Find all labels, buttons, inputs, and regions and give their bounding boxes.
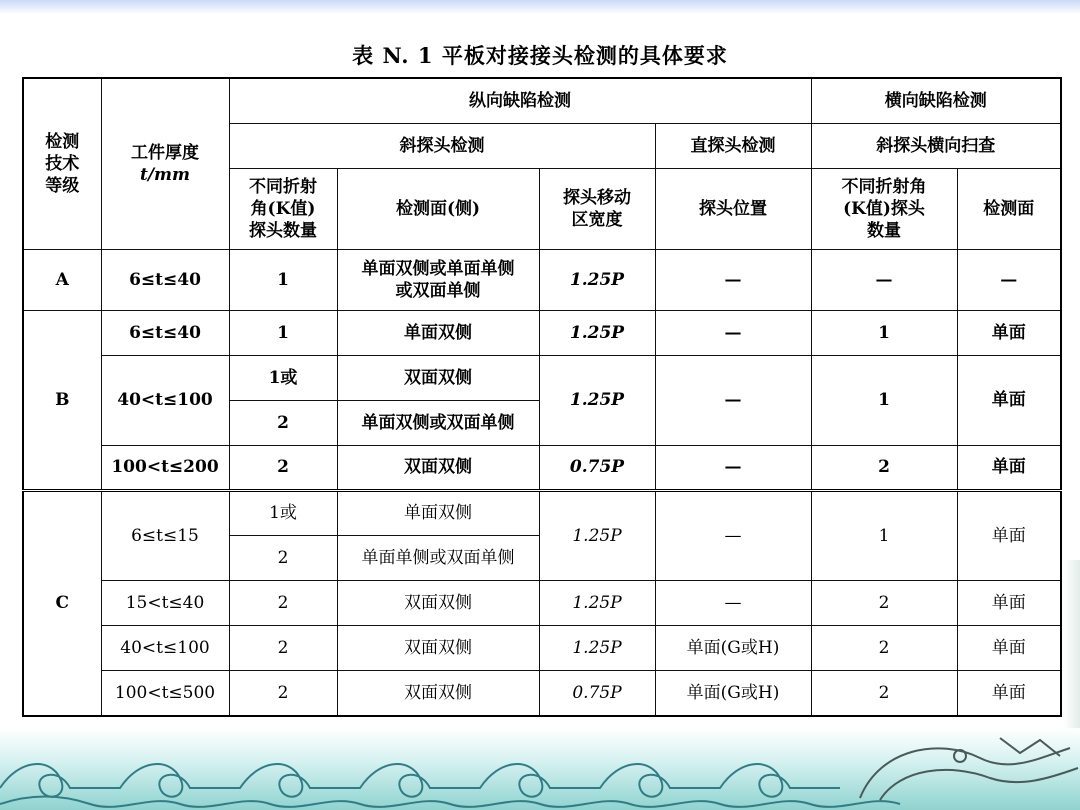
count-cell: 1 <box>229 311 337 356</box>
surface-cell: 单面单侧或双面单侧 <box>337 536 539 581</box>
trans-surface-cell: 单面 <box>957 581 1061 626</box>
requirements-table <box>22 77 1062 717</box>
surface-cell: 双面双侧 <box>337 446 539 491</box>
count-cell: 2 <box>229 671 337 716</box>
position-cell: 单面(G或H) <box>655 671 811 716</box>
position-cell: — <box>655 491 811 581</box>
header-row-1 <box>23 78 1061 124</box>
position-cell: 单面(G或H) <box>655 626 811 671</box>
trans-surface-cell: 单面 <box>957 626 1061 671</box>
table-row <box>23 491 1061 536</box>
table-row <box>23 626 1061 671</box>
width-cell: 1.25P <box>539 311 655 356</box>
trans-surface-cell: 单面 <box>957 356 1061 446</box>
count-cell: 2 <box>229 536 337 581</box>
position-cell: — <box>655 581 811 626</box>
position-cell: — <box>655 356 811 446</box>
header-trans-surface: 检测面 <box>957 169 1061 250</box>
surface-cell: 双面双侧 <box>337 581 539 626</box>
thickness-cell: 15<t≤40 <box>101 581 229 626</box>
trans-count-cell: 2 <box>811 581 957 626</box>
count-cell: 2 <box>229 581 337 626</box>
count-cell: 2 <box>229 401 337 446</box>
thickness-cell: 40<t≤100 <box>101 356 229 446</box>
surface-cell: 单面双侧 <box>337 491 539 536</box>
trans-count-cell: 1 <box>811 311 957 356</box>
position-cell: — <box>655 446 811 491</box>
width-cell: 1.25P <box>539 250 655 311</box>
top-gradient-band <box>0 0 1080 14</box>
side-decoration <box>1064 560 1080 730</box>
table-row <box>23 446 1061 491</box>
grade-cell: C <box>23 491 101 716</box>
position-cell: — <box>655 250 811 311</box>
trans-surface-cell: 单面 <box>957 311 1061 356</box>
trans-count-cell: 2 <box>811 671 957 716</box>
trans-count-cell: — <box>811 250 957 311</box>
header-angle-probe: 斜探头检测 <box>229 124 655 169</box>
surface-cell: 单面双侧 <box>337 311 539 356</box>
trans-surface-cell: 单面 <box>957 446 1061 491</box>
width-cell: 0.75P <box>539 671 655 716</box>
header-straight-probe: 直探头检测 <box>655 124 811 169</box>
header-angle-probe-transverse: 斜探头横向扫查 <box>811 124 1061 169</box>
trans-count-cell: 1 <box>811 491 957 581</box>
trans-count-cell: 2 <box>811 446 957 491</box>
trans-count-cell: 2 <box>811 626 957 671</box>
count-cell: 1或 <box>229 356 337 401</box>
trans-surface-cell: 单面 <box>957 671 1061 716</box>
header-thickness: 工件厚度 t/mm <box>101 78 229 250</box>
header-probe-count: 不同折射 角(K值) 探头数量 <box>229 169 337 250</box>
surface-cell: 双面双侧 <box>337 671 539 716</box>
header-probe-position: 探头位置 <box>655 169 811 250</box>
header-transverse: 横向缺陷检测 <box>811 78 1061 124</box>
width-cell: 0.75P <box>539 446 655 491</box>
trans-surface-cell: 单面 <box>957 491 1061 581</box>
header-grade: 检测 技术 等级 <box>23 78 101 250</box>
surface-cell: 单面双侧或单面单侧 或双面单侧 <box>337 250 539 311</box>
thickness-cell: 6≤t≤40 <box>101 311 229 356</box>
table-row <box>23 250 1061 311</box>
trans-surface-cell: — <box>957 250 1061 311</box>
count-cell: 2 <box>229 446 337 491</box>
thickness-cell: 100<t≤500 <box>101 671 229 716</box>
width-cell: 1.25P <box>539 581 655 626</box>
thickness-cell: 40<t≤100 <box>101 626 229 671</box>
grade-cell: B <box>23 311 101 491</box>
position-cell: — <box>655 311 811 356</box>
grade-cell: A <box>23 250 101 311</box>
count-cell: 1 <box>229 250 337 311</box>
width-cell: 1.25P <box>539 491 655 581</box>
trans-count-cell: 1 <box>811 356 957 446</box>
thickness-cell: 6≤t≤15 <box>101 491 229 581</box>
thickness-cell: 100<t≤200 <box>101 446 229 491</box>
header-move-width: 探头移动 区宽度 <box>539 169 655 250</box>
surface-cell: 双面双侧 <box>337 356 539 401</box>
width-cell: 1.25P <box>539 356 655 446</box>
table-row <box>23 356 1061 401</box>
count-cell: 2 <box>229 626 337 671</box>
surface-cell: 双面双侧 <box>337 626 539 671</box>
wave-pattern-icon <box>0 728 1080 810</box>
requirements-table-container <box>22 77 1062 717</box>
header-longitudinal: 纵向缺陷检测 <box>229 78 811 124</box>
header-trans-count: 不同折射角 (K值)探头 数量 <box>811 169 957 250</box>
width-cell: 1.25P <box>539 626 655 671</box>
wave-decoration-band <box>0 728 1080 810</box>
thickness-cell: 6≤t≤40 <box>101 250 229 311</box>
table-row <box>23 671 1061 716</box>
table-row <box>23 311 1061 356</box>
table-title: 表 N. 1 平板对接接头检测的具体要求 <box>352 43 728 68</box>
surface-cell: 单面双侧或双面单侧 <box>337 401 539 446</box>
table-row <box>23 581 1061 626</box>
header-surface: 检测面(侧) <box>337 169 539 250</box>
count-cell: 1或 <box>229 491 337 536</box>
